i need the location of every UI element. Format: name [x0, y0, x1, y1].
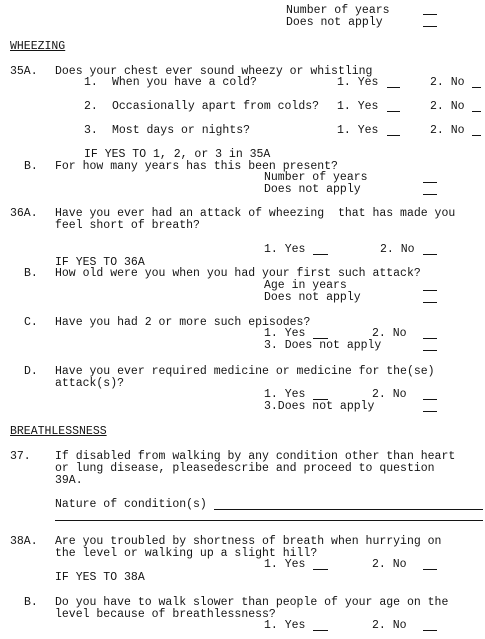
breathlessness-heading: BREATHLESSNESS	[10, 425, 107, 438]
q36c-number: C.	[24, 316, 38, 329]
q36b-na-label: Does not apply	[264, 291, 361, 304]
q38a-question-line1: Are you troubled by shortness of breath when hurrying on	[55, 535, 442, 548]
q38b-no-blank[interactable]	[423, 630, 437, 631]
q37-nature-line-2[interactable]	[55, 520, 483, 521]
q38b-question-line1: Do you have to walk slower than people of your age on the	[55, 596, 449, 609]
q36b-number: B.	[24, 267, 38, 280]
q36c-na: 3. Does not apply	[264, 339, 382, 352]
q36a-no: 2. No	[380, 243, 415, 256]
q36d-na-blank[interactable]	[423, 411, 437, 412]
q36d-question-line2: attack(s)?	[55, 377, 125, 390]
q36a-question-line2: feel short of breath?	[55, 219, 200, 232]
if-yes-35a-instruction: IF YES TO 1, 2, or 3 in 35A	[84, 148, 271, 161]
q37-question-line3: 39A.	[55, 474, 83, 487]
q35b-na-label: Does not apply	[264, 183, 361, 196]
q35a-opt3-yes: 1. Yes	[337, 124, 379, 137]
q38a-no: 2. No	[372, 558, 407, 571]
q35a-opt2-no-blank[interactable]	[472, 111, 481, 112]
q36a-yes: 1. Yes	[264, 243, 306, 256]
q37-nature-line-1[interactable]	[214, 509, 483, 510]
q38b-question-line2: level because of breathlessness?	[55, 608, 276, 621]
q35a-opt2-no: 2. No	[430, 100, 465, 113]
wheezing-heading: WHEEZING	[10, 40, 66, 53]
if-yes-36a-instruction: IF YES TO 36A	[55, 256, 145, 269]
q35b-na-blank[interactable]	[423, 194, 437, 195]
does-not-apply-label: Does not apply	[286, 16, 383, 29]
q36d-question-line1: Have you ever required medicine or medicine for the(se)	[55, 365, 435, 378]
q36d-yes: 1. Yes	[264, 388, 306, 401]
q38a-yes: 1. Yes	[264, 558, 306, 571]
q35a-opt1-yes-blank[interactable]	[387, 87, 400, 88]
q35a-opt1-yes: 1. Yes	[337, 76, 379, 89]
q38a-no-blank[interactable]	[423, 569, 437, 570]
q38b-yes-blank[interactable]	[313, 630, 328, 631]
q36d-no: 2. No	[372, 388, 407, 401]
q35a-opt1-text: When you have a cold?	[112, 76, 257, 89]
q37-question-line1: If disabled from walking by any condition other than heart	[55, 450, 456, 463]
q35a-opt1-number: 1.	[84, 76, 98, 89]
q37-number: 37.	[10, 450, 31, 463]
q38a-yes-blank[interactable]	[313, 569, 328, 570]
q35a-opt1-no-blank[interactable]	[472, 87, 481, 88]
q36b-age-label: Age in years	[264, 279, 347, 292]
q36b-question: How old were you when you had your first such attack?	[55, 267, 421, 280]
q35a-opt3-no: 2. No	[430, 124, 465, 137]
q35a-opt3-text: Most days or nights?	[112, 124, 251, 137]
q37-nature-label: Nature of condition(s)	[55, 498, 207, 511]
q36c-na-blank[interactable]	[423, 350, 437, 351]
q37-question-line2: or lung disease, pleasedescribe and proceed to question	[55, 462, 435, 475]
number-of-years-blank[interactable]	[423, 14, 437, 15]
q35b-years-blank[interactable]	[423, 182, 437, 183]
number-of-years-label: Number of years	[286, 4, 390, 17]
q36b-na-blank[interactable]	[423, 302, 437, 303]
q38b-yes: 1. Yes	[264, 619, 306, 632]
q35a-opt2-yes-blank[interactable]	[387, 111, 400, 112]
q36c-question: Have you had 2 or more such episodes?	[55, 316, 311, 329]
q38b-no: 2. No	[372, 619, 407, 632]
q36c-no: 2. No	[372, 327, 407, 340]
if-yes-38a-instruction: IF YES TO 38A	[55, 571, 145, 584]
q36d-na: 3.Does not apply	[264, 400, 375, 413]
q35a-opt3-yes-blank[interactable]	[387, 135, 400, 136]
q35a-opt3-no-blank[interactable]	[472, 135, 481, 136]
q36a-question-line1: Have you ever had an attack of wheezing that has made you	[55, 207, 456, 220]
q38b-number: B.	[24, 596, 38, 609]
q36a-yes-blank[interactable]	[313, 254, 328, 255]
q36c-no-blank[interactable]	[423, 338, 437, 339]
q35a-opt3-number: 3.	[84, 124, 98, 137]
does-not-apply-blank[interactable]	[423, 26, 437, 27]
q35b-question: For how many years has this been present?	[55, 160, 338, 173]
q36a-number: 36A.	[10, 207, 38, 220]
q35a-opt2-yes: 1. Yes	[337, 100, 379, 113]
q38a-question-line2: the level or walking up a slight hill?	[55, 547, 318, 560]
q35a-question: Does your chest ever sound wheezy or whistling	[55, 65, 373, 78]
q36d-no-blank[interactable]	[423, 399, 437, 400]
q35a-opt1-no: 2. No	[430, 76, 465, 89]
q36b-age-blank[interactable]	[423, 290, 437, 291]
q35b-number: B.	[24, 160, 38, 173]
q35a-number: 35A.	[10, 65, 38, 78]
q36d-number: D.	[24, 365, 38, 378]
q36a-no-blank[interactable]	[423, 254, 437, 255]
q36c-yes: 1. Yes	[264, 327, 306, 340]
q38a-number: 38A.	[10, 535, 38, 548]
q35b-years-label: Number of years	[264, 171, 368, 184]
q35a-opt2-number: 2.	[84, 100, 98, 113]
q35a-opt2-text: Occasionally apart from colds?	[112, 100, 320, 113]
